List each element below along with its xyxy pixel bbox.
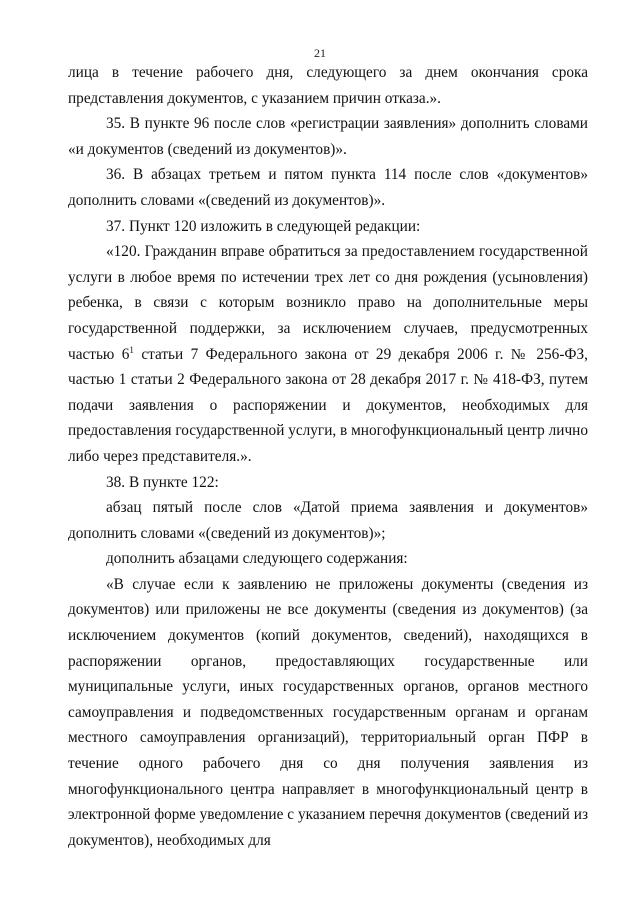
paragraph-point-120-part-a: «120. Гражданин вправе обратиться за предоставлением государственной услуги в любое время по истечении трех лет со дня рождения (усыновления) ребенка, в связи с которым возникло право на дополнительные меры государственной поддержки, за исключением случаев, предусмотренных частью 6: [68, 243, 588, 363]
paragraph-item-37: 37. Пункт 120 изложить в следующей редакции:: [106, 217, 421, 235]
paragraph-point-120-part-b: статьи 7 Федерального закона от 29 декабря 2006 г. № 256-ФЗ, частью 1 статьи 2 Федерального закона от 28 декабря 2017 г. № 418-ФЗ, путем подачи заявления о распоряжении и документов, необходимых для предоставления государственной услуги, в многофункциональный центр лично либо через представителя.».: [68, 345, 589, 465]
paragraph-add-abzacs: дополнить абзацами следующего содержания:: [106, 550, 408, 568]
paragraph-item-35: 35. В пункте 96 после слов «регистрации заявления» дополнить словами «и документов (сведений из документов)».: [68, 115, 588, 158]
superscript: 1: [129, 344, 134, 355]
paragraph-quoted-addition: «В случае если к заявлению не приложены документы (сведения из документов) или приложены не все документы (сведения из документов) (за исключением документов (копий документов, сведений), находящихся в распоряжении органов, предоставляющих государственные или муниципальные услуги, иных государственных органов, органов местного самоуправления и подведомственных государственным органам и органам местного самоуправления организаций), территориальный орган ПФР в течение одного рабочего дня со дня получения заявления из многофункционального центра направляет в многофункциональный центр в электронной форме уведомление с указанием перечня документов (сведений из документов), необходимых для: [68, 575, 588, 849]
paragraph-abzac-fifth: абзац пятый после слов «Датой приема заявления и документов» дополнить словами «(сведений из документов)»;: [68, 499, 588, 542]
document-body: [68, 60, 588, 853]
paragraph-continuation: лица в течение рабочего дня, следующего за днем окончания срока представления документов, с указанием причин отказа.».: [68, 64, 588, 107]
paragraph-point-120: [68, 239, 588, 469]
paragraph-item-38: 38. В пункте 122:: [106, 473, 219, 491]
page-number: 21: [314, 46, 326, 60]
paragraph-item-36: 36. В абзацах третьем и пятом пункта 114 после слов «документов» дополнить словами «(сведений из документов)».: [68, 166, 588, 209]
